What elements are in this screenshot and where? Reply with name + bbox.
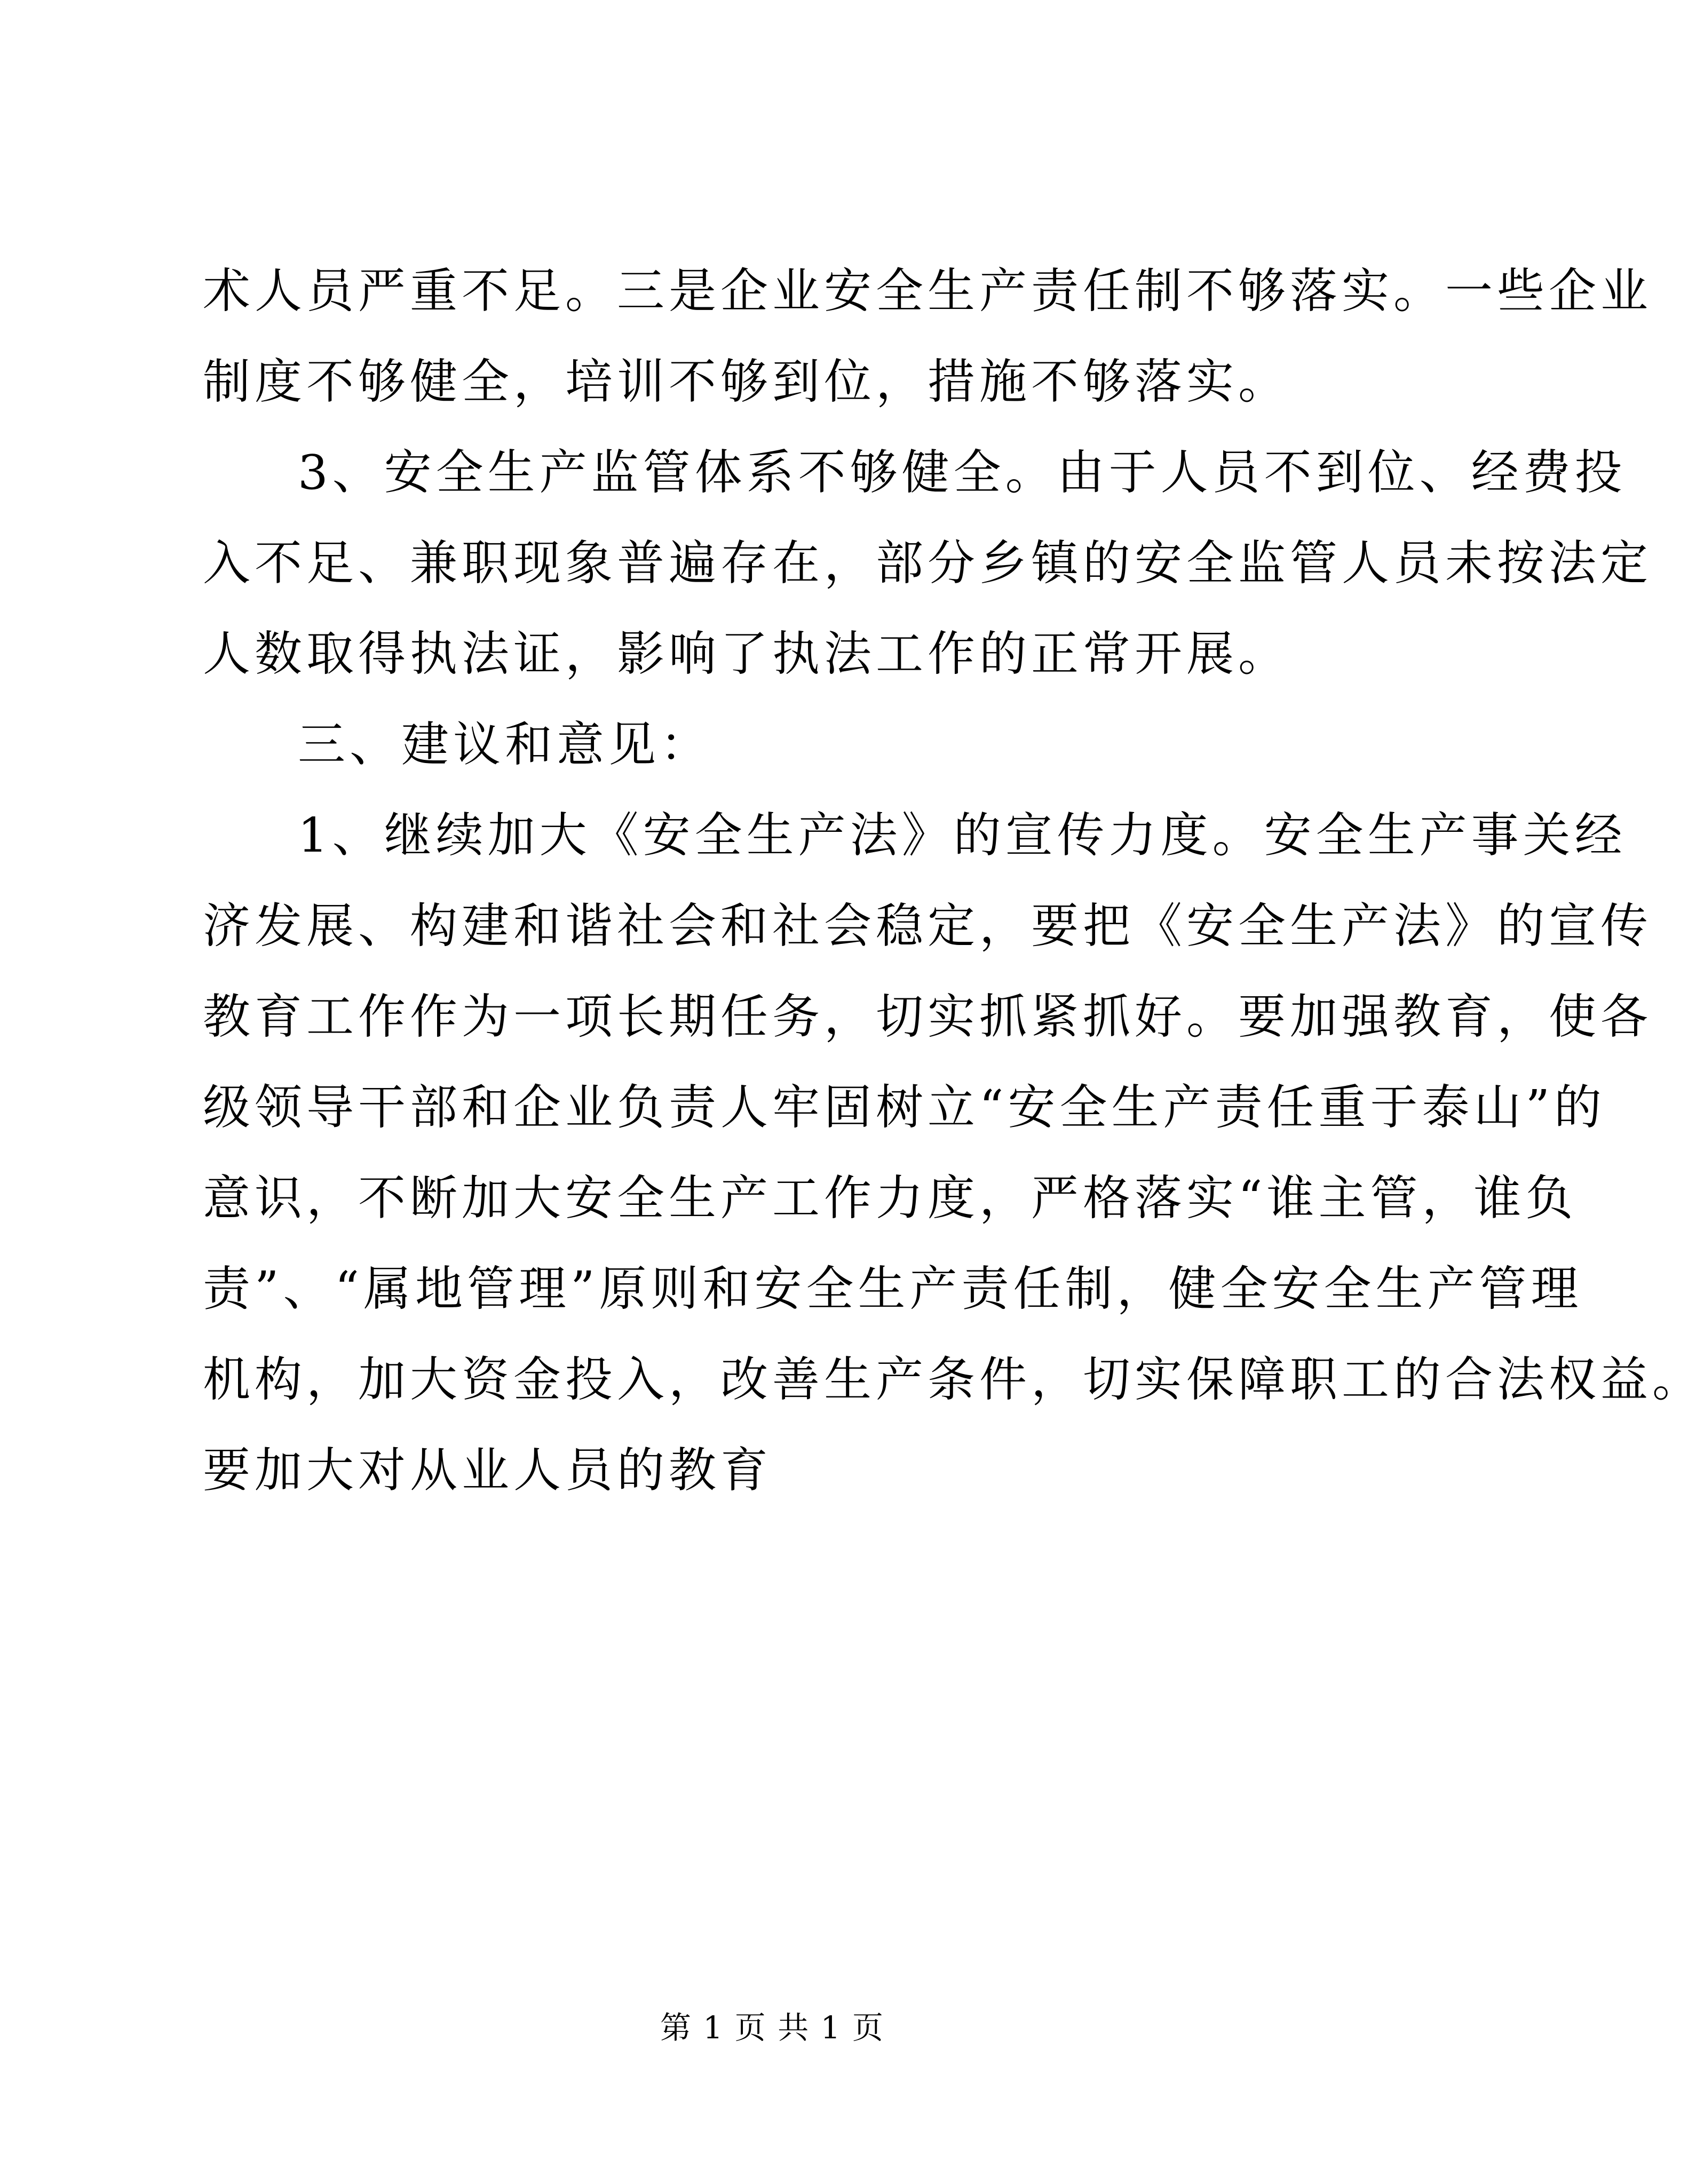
text-line: 人数取得执法证，影响了执法工作的正常开展。 [203,626,1290,681]
section-heading: 三、建议和意见： [298,717,712,772]
text-line: 济发展、构建和谐社会和社会稳定，要把《安全生产法》的宣传 [203,898,1652,954]
text-line: 意识，不断加大安全生产工作力度，严格落实“谁主管，谁负 [203,1170,1578,1226]
text-line: 责”、“属地管理”原则和安全生产责任制，健全安全生产管理 [203,1261,1583,1316]
text-line: 教育工作作为一项长期任务，切实抓紧抓好。要加强教育，使各 [203,989,1652,1044]
page-number-footer: 第 1 页 共 1 页 [660,2010,884,2046]
text-line: 机构，加大资金投入，改善生产条件，切实保障职工的合法权益。 [203,1352,1704,1407]
text-line: 级领导干部和企业负责人牢固树立“安全生产责任重于泰山”的 [203,1079,1606,1135]
text-line: 制度不够健全，培训不够到位，措施不够落实。 [203,354,1290,409]
text-line: 3、安全生产监管体系不够健全。由于人员不到位、经费投 [298,444,1627,500]
text-line: 术人员严重不足。三是企业安全生产责任制不够落实。一些企业 [203,263,1652,319]
document-body [203,245,1704,1515]
text-line: 要加大对从业人员的教育 [203,1442,772,1498]
text-line: 1、继续加大《安全生产法》的宣传力度。安全生产事关经 [298,807,1627,863]
text-line: 入不足、兼职现象普遍存在，部分乡镇的安全监管人员未按法定 [203,535,1652,591]
